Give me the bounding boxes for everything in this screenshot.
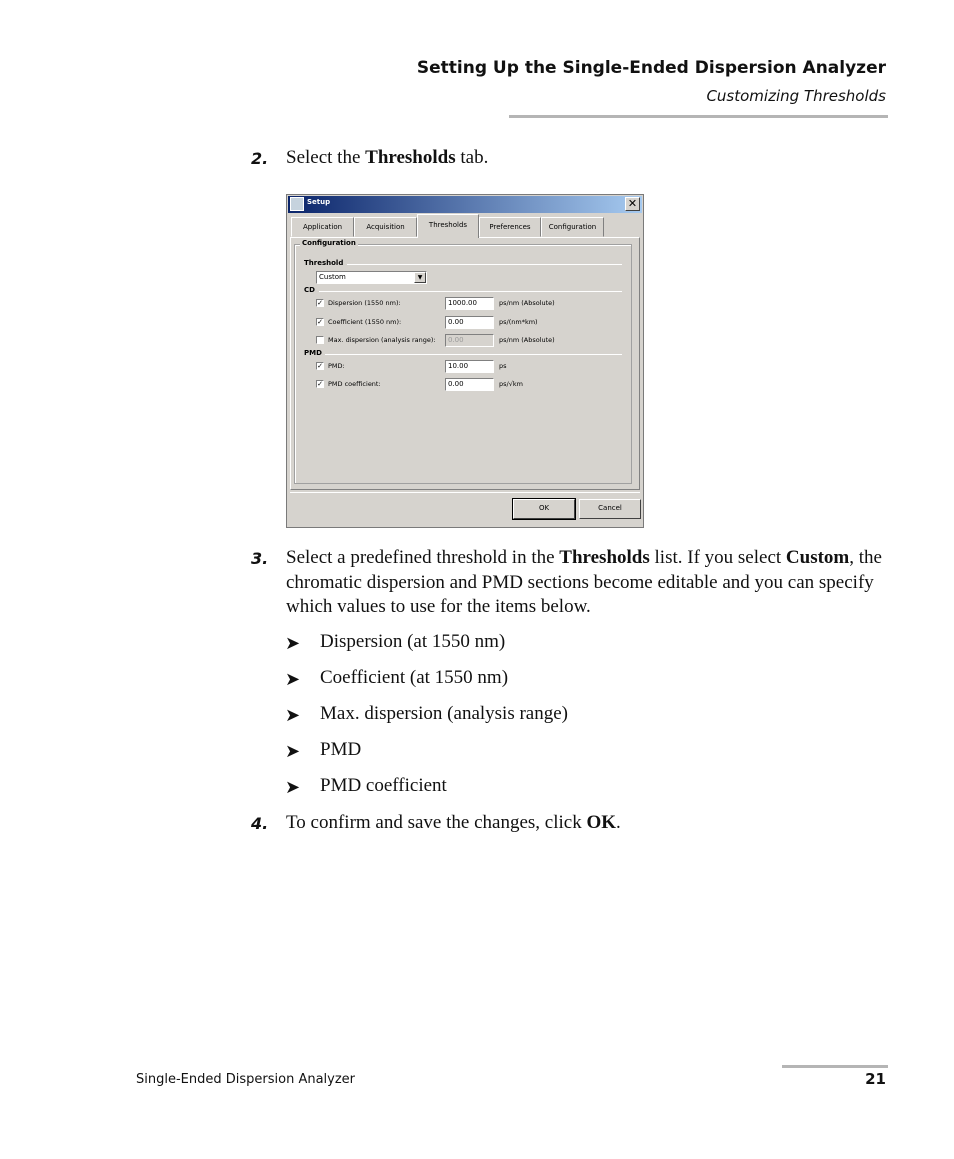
arrow-bullet-icon: ➤ (285, 777, 301, 797)
max-dispersion-field: 0.00 (445, 334, 494, 347)
ok-button[interactable]: OK (513, 499, 575, 519)
dialog-title: Setup (307, 198, 331, 206)
bullet-item: PMD coefficient (320, 775, 447, 796)
dispersion-field[interactable]: 1000.00 (445, 297, 494, 310)
coefficient-checkbox[interactable]: ✓ (317, 318, 323, 326)
section-divider (347, 264, 622, 265)
max-dispersion-checkbox[interactable] (316, 336, 324, 344)
arrow-bullet-icon: ➤ (285, 741, 301, 761)
coefficient-unit: ps/(nm*km) (499, 318, 538, 326)
threshold-select[interactable] (316, 271, 427, 284)
arrow-bullet-icon: ➤ (285, 669, 301, 689)
step-text-part: . (616, 812, 621, 833)
pmd-label: PMD: (328, 362, 345, 370)
pmd-checkbox[interactable]: ✓ (317, 362, 323, 370)
pmd-coefficient-checkbox[interactable]: ✓ (317, 380, 323, 388)
coefficient-label: Coefficient (1550 nm): (328, 318, 402, 326)
step-text-part: , the chromatic dispersion and PMD sections become editable and you can specify which values to use for the items below. (286, 547, 882, 617)
tab-preferences[interactable]: Preferences (479, 217, 541, 237)
step-number: 3. (251, 549, 269, 568)
pmd-coefficient-label: PMD coefficient: (328, 380, 381, 388)
step-text-part: To confirm and save the changes, click (286, 812, 587, 833)
step-emphasis: Thresholds (559, 547, 650, 568)
close-button[interactable]: ✕ (625, 197, 640, 211)
max-dispersion-unit: ps/nm (Absolute) (499, 336, 555, 344)
pmd-coefficient-field[interactable]: 0.00 (445, 378, 494, 391)
tab-configuration[interactable]: Configuration (541, 217, 604, 237)
section-divider (325, 354, 622, 355)
pmd-unit: ps (499, 362, 507, 370)
bullet-item: PMD (320, 739, 362, 760)
dispersion-unit: ps/nm (Absolute) (499, 299, 555, 307)
running-header-subtitle: Customizing Thresholds (706, 87, 886, 105)
page-number: 21 (865, 1070, 886, 1088)
step-emphasis: OK (586, 812, 617, 833)
step-emphasis: Custom (785, 547, 850, 568)
setup-dialog-screenshot (286, 194, 644, 528)
tab-thresholds[interactable]: Thresholds (417, 214, 479, 238)
footer-document-title: Single-Ended Dispersion Analyzer (136, 1072, 356, 1087)
app-icon (290, 197, 304, 211)
dispersion-label: Dispersion (1550 nm): (328, 299, 401, 307)
group-label: Configuration (302, 239, 356, 247)
bullet-item: Dispersion (at 1550 nm) (320, 631, 506, 652)
chevron-down-icon[interactable]: ▼ (414, 272, 426, 283)
bullet-item: Max. dispersion (analysis range) (320, 703, 568, 724)
step-text (286, 546, 886, 620)
dialog-titlebar (288, 196, 642, 213)
pmd-coefficient-unit: ps/√km (499, 380, 523, 388)
step-number: 2. (251, 149, 269, 168)
threshold-select-value: Custom (319, 273, 346, 281)
section-divider (319, 291, 622, 292)
max-dispersion-label: Max. dispersion (analysis range): (328, 336, 436, 344)
pmd-field[interactable]: 10.00 (445, 360, 494, 373)
step-text-part: Select the (286, 147, 366, 168)
arrow-bullet-icon: ➤ (285, 633, 301, 653)
coefficient-field[interactable]: 0.00 (445, 316, 494, 329)
arrow-bullet-icon: ➤ (285, 705, 301, 725)
footer-rule (782, 1065, 888, 1068)
bullet-item: Coefficient (at 1550 nm) (320, 667, 509, 688)
step-text (286, 811, 886, 836)
dispersion-checkbox[interactable]: ✓ (317, 299, 323, 307)
threshold-label: Threshold (304, 259, 344, 267)
step-text-part: list. If you select (649, 547, 786, 568)
step-emphasis: Thresholds (365, 147, 456, 168)
running-header-title: Setting Up the Single-Ended Dispersion Analyzer (416, 58, 886, 78)
cd-section-label: CD (304, 286, 315, 294)
cancel-button[interactable]: Cancel (579, 499, 641, 519)
tab-application[interactable]: Application (291, 217, 354, 237)
step-text-part: tab. (455, 147, 489, 168)
pmd-section-label: PMD (304, 349, 322, 357)
step-text (286, 146, 886, 171)
step-text-part: Select a predefined threshold in the (286, 547, 560, 568)
tab-acquisition[interactable]: Acquisition (354, 217, 417, 237)
step-number: 4. (251, 814, 269, 833)
header-rule (509, 115, 888, 118)
dialog-footer-divider (290, 492, 640, 493)
